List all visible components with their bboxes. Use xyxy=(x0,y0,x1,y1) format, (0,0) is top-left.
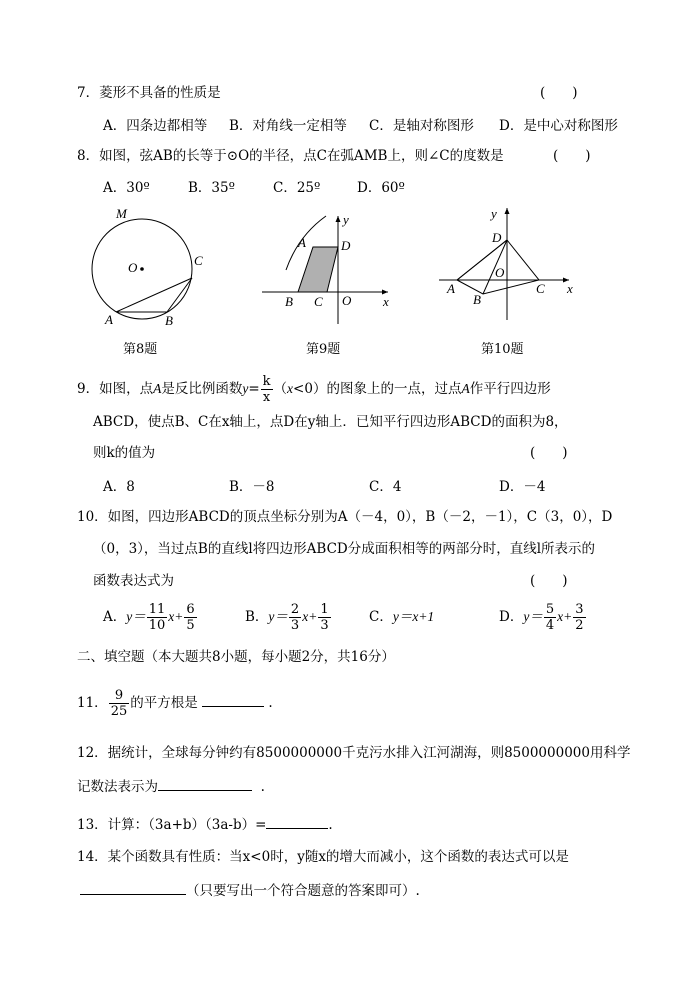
q10-option-a-mid: x+ xyxy=(168,609,184,624)
q10-option-d-label: D． xyxy=(499,609,524,625)
q12-line2 xyxy=(77,776,265,796)
q8-option-b: B．35º xyxy=(188,180,235,196)
frac-den: 10 xyxy=(148,618,166,633)
q9-text-b: 是反比例函数 xyxy=(161,381,243,397)
q12-line1: 12．据统计，全球每分钟约有8500000000千克污水排入江河湖海，则8500000000用科学 xyxy=(77,745,631,761)
label-m: M xyxy=(116,206,127,221)
frac-den: 4 xyxy=(545,618,555,633)
figure-9 xyxy=(258,210,394,328)
q10-option-d-mid: x+ xyxy=(557,609,573,624)
q9-eq: = xyxy=(248,381,260,397)
q9-var-x: x xyxy=(287,381,294,396)
y-arrow xyxy=(336,216,341,222)
label-o: O xyxy=(495,265,505,280)
q10-option-b xyxy=(245,600,332,634)
q9-point-a2: A xyxy=(461,381,470,396)
q11-end: . xyxy=(268,695,273,711)
y-arrow xyxy=(505,208,510,214)
caption-fig9: 第9题 xyxy=(306,342,341,357)
caption-fig8: 第8题 xyxy=(123,342,158,357)
q9-point-a: A xyxy=(153,381,162,396)
label-a: A xyxy=(105,312,113,327)
q10-line3: 函数表达式为 xyxy=(93,573,174,589)
q9-fraction xyxy=(261,374,273,405)
q11-answer-blank[interactable] xyxy=(202,692,264,707)
q9-var-y: y xyxy=(242,381,249,396)
q9-text-a: 9．如图，点 xyxy=(77,381,154,397)
frac-den: 5 xyxy=(186,618,195,633)
figure-10 xyxy=(433,200,583,328)
frac-num: 11 xyxy=(148,602,166,617)
q9-line1 xyxy=(77,374,551,405)
q7-option-b: B．对角线一定相等 xyxy=(229,118,347,134)
q10-option-b-label: B． xyxy=(245,609,269,625)
q10-option-c-label: C． xyxy=(369,609,393,625)
q8-option-c: C．25º xyxy=(273,180,321,196)
q10-option-d-frac1 xyxy=(544,602,556,633)
label-x: x xyxy=(383,294,389,309)
label-x: x xyxy=(567,281,573,296)
parallelogram-abcd xyxy=(298,247,338,292)
q10-paren: ( ) xyxy=(530,573,568,589)
q12-end: . xyxy=(260,779,265,795)
q10-option-d-frac2 xyxy=(573,602,585,633)
q8-paren: ( ) xyxy=(553,148,591,164)
frac-num: 1 xyxy=(320,602,329,617)
frac-den: 25 xyxy=(110,704,128,719)
label-c: C xyxy=(314,294,323,309)
q9-line2: ABCD，使点B、C在x轴上，点D在y轴上．已知平行四边形ABCD的面积为8， xyxy=(93,414,568,430)
q9-option-d: D．－4 xyxy=(499,479,546,495)
q9-text-e: 作平行四边形 xyxy=(469,381,551,397)
q10-option-c-text: y＝x+1 xyxy=(392,609,435,624)
q14-line2 xyxy=(80,880,420,900)
frac-den: 3 xyxy=(320,618,329,633)
label-b: B xyxy=(285,294,293,309)
q10-option-d-pre: y＝ xyxy=(523,609,543,624)
label-y: y xyxy=(491,206,497,221)
q9-text-c: （ xyxy=(273,381,288,397)
q11-label: 11． xyxy=(77,695,108,711)
label-b: B xyxy=(165,313,173,328)
q7-paren: ( ) xyxy=(540,85,578,101)
frac-num: 3 xyxy=(575,602,584,617)
q11-text: 的平方根是 xyxy=(130,695,198,711)
frac-num: 2 xyxy=(290,602,300,617)
q13-answer-blank[interactable] xyxy=(266,814,328,829)
q13-text: 13．计算：（3a+b）（3a-b）= xyxy=(77,817,267,833)
q8-stem: 8．如图，弦AB的长等于⊙O的半径，点C在弧AMB上，则∠C的度数是 xyxy=(77,148,504,164)
caption-fig10: 第10题 xyxy=(481,342,524,357)
q10-line2: （0，3），当过点B的直线l将四边形ABCD分成面积相等的两部分时，直线l所表示的 xyxy=(93,541,596,557)
frac-den: 3 xyxy=(290,618,300,633)
q9-option-c: C．4 xyxy=(369,479,402,495)
q11 xyxy=(77,686,273,720)
q10-line1: 10．如图，四边形ABCD的顶点坐标分别为A（－4，0），B（－2，－1），C（3，0），D xyxy=(77,509,613,525)
frac-num: 9 xyxy=(109,688,130,704)
q14-text: （只要写出一个符合题意的答案即可）. xyxy=(186,883,420,899)
label-o: O xyxy=(342,293,352,308)
q12-answer-blank[interactable] xyxy=(158,776,252,791)
frac-den: 2 xyxy=(575,618,584,633)
q10-option-a xyxy=(103,600,198,634)
center-dot xyxy=(140,267,144,271)
q10-option-a-label: A． xyxy=(103,609,127,625)
q10-option-c xyxy=(369,608,434,626)
q10-option-d xyxy=(499,600,587,634)
label-y: y xyxy=(343,212,349,227)
q9-option-b: B．－8 xyxy=(229,479,275,495)
q13-end: . xyxy=(328,817,333,833)
q10-option-b-mid: x+ xyxy=(302,609,318,624)
q9-text-d: <0）的图象上的一点，过点 xyxy=(293,381,462,397)
frac-num: 5 xyxy=(545,602,555,617)
chord-ac xyxy=(116,278,192,312)
label-d: D xyxy=(341,238,351,253)
q14-answer-blank[interactable] xyxy=(80,880,186,895)
q10-option-a-frac2 xyxy=(184,602,196,633)
q10-option-b-frac1 xyxy=(289,602,301,633)
q7-option-c: C．是轴对称图形 xyxy=(369,118,474,134)
label-a: A xyxy=(447,281,455,296)
q14-line1: 14．某个函数具有性质：当x<0时，y随x的增大而减小，这个函数的表达式可以是 xyxy=(77,849,569,865)
label-c: C xyxy=(194,253,203,268)
frac-num: 6 xyxy=(186,602,195,617)
q7-stem: 7．菱形不具备的性质是 xyxy=(77,85,221,101)
section2-heading: 二、填空题（本大题共8小题，每小题2分，共16分） xyxy=(77,649,395,665)
q9-frac-num: k xyxy=(262,374,271,389)
q12-text: 记数法表示为 xyxy=(77,779,158,795)
q9-paren: ( ) xyxy=(530,445,568,461)
q11-fraction xyxy=(109,688,130,719)
q7-option-a: A．四条边都相等 xyxy=(103,118,208,134)
label-c: C xyxy=(536,281,545,296)
q8-option-a: A．30º xyxy=(103,180,150,196)
q7-option-d: D．是中心对称图形 xyxy=(499,118,618,134)
q10-option-a-frac1 xyxy=(147,602,168,633)
q9-line3: 则k的值为 xyxy=(93,445,156,461)
label-o: O xyxy=(128,260,138,275)
q9-frac-den: x xyxy=(262,390,271,405)
figure-8 xyxy=(88,205,208,330)
q9-option-a: A．8 xyxy=(103,479,135,495)
label-d: D xyxy=(492,230,502,245)
q10-option-b-pre: y＝ xyxy=(268,609,288,624)
q10-option-b-frac2 xyxy=(318,602,330,633)
q8-option-d: D．60º xyxy=(357,180,405,196)
label-a: A xyxy=(298,235,306,250)
q10-option-a-pre: y＝ xyxy=(126,609,146,624)
label-b: B xyxy=(473,292,481,307)
q13 xyxy=(77,814,333,834)
